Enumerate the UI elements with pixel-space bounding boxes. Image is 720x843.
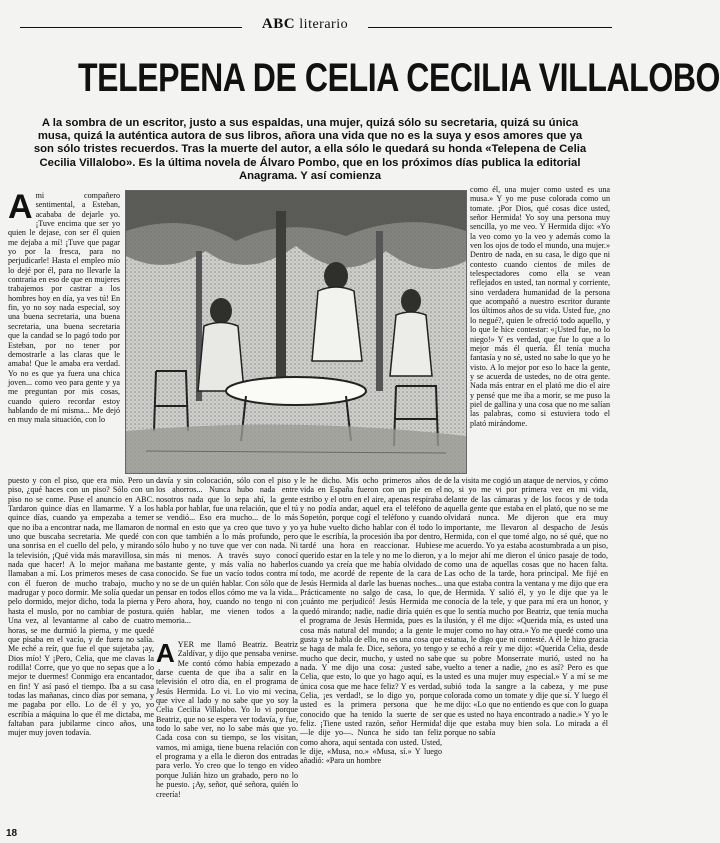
section-title bbox=[246, 16, 364, 33]
column-text: davía y sin colocación, sólo con el piso y los ahorros... Nunca hubo nada entre nosotros nada que lo sepa ahí, la gente habla por hablar, fue una relación, que el tú se vendió... Eso era mucho... de lo más normal en esto que ya creo que tuvo y yo con que también a lo más profundo, pero sólo hubo y no tuve que ver con nada. Ni más ni menos. A través suyo conocí bastante gente, y más valía no haberlos conocido. Se fue un vacío todos contra mí y no se de un quién hablar. Con sólo que de pensar en todos ellos cómo me va la vida... Pero ahora, hoy, cuando no tengo ni con quién hablar, me vienen todos a la memoria... bbox=[156, 476, 298, 626]
article-column-1 bbox=[8, 188, 120, 473]
header-rule-left bbox=[20, 27, 242, 28]
section-header bbox=[20, 14, 612, 42]
column-text: YER me llamó Beatriz. Beatriz Zaldívar, y dijo que pensaba venirse. Me contó cómo había empezado a darse cuenta de que iba a salir en la televisión el otro día, en el programa de Jesús Hermida. Lo vi. Lo vio mi vecina, que vive al lado y no sabe que yo soy la Celia Cecilia Villalobo. Yo lo vi porque Beatriz, que no se espera ver todavía, y fue, todo lo sabe ver, no lo sabe más que yo. Cada cosa con su tiempo, se los visitan, vamos, mi amiga, tiene buena relación con el programa y a ella le dieron dos entradas para verlo. Yo creo que lo tengo en vídeo porque Julián hizo un grabado, pero no lo he puesto. ¡Ay, señor, qué señora, quién lo creería! bbox=[156, 640, 298, 799]
section-abc: ABC bbox=[261, 16, 296, 32]
article-column-6 bbox=[470, 185, 610, 475]
article-photo bbox=[125, 190, 467, 474]
drop-cap: A bbox=[156, 638, 175, 668]
article-column-3b bbox=[156, 640, 298, 826]
column-text: como él, una mujer como usted es una musa.» Y yo me puse colorada como un tomate. ¡Por Dios, qué cosas dice usted, señor Hermida! Yo soy una persona muy sencilla, yo me veo. Y Hermida dijo: «Yo la veo como yo la veo y además como la ven los ojos de todo el mundo, una mujer.» Dentro de nada, en su casa, le digo que ni contesto cuando cientos de miles de telespectadores como ella se vean reflejados en usted, tan normal y corriente, sino verdadera humanidad de la persona que acompañó a nuestro escritor durante los últimos años de su vida. Usted fue, ¿no lo negué?, quien le ofreció todo aquello, y lo que le hice contestar: «¡Usted fue, no lo niego!» Y es verdad, que fue lo que a lo mejor más él quería. Él tenía mucha fantasía y no sé, usted no sabe lo que yo he visto. A lo mejor por eso lo hace la gente, y se acuerda de ustedes, no de otra gente. Nada más entrar en el plató me dio el aire y pensé que me iba a morir, se me puso la piel de gallina y una cosa que no me salían las palabras, como si estuviera todo el plató mirándome. bbox=[470, 185, 610, 428]
column-text: le he dicho. Mis ocho primeros años de vida en España fueron con un pie en el estribo y el otro en el aire, apenas respiraba y no podía andar, aquel era el teléfono de Sopetón, porque cogí el teléfono y cuando ya hube vuelto dicho hablar con él todo lo que le escribía, la procesión iba por dentro, tardé una hora en reaccionar. Hubiese querido estar en la tele y no me lo dieron, y cuando ya creía que me había olvidado de todo, me acordé de repente de la cara de Jesús Hermida al darle las buenas noches... Prácticamente no salgo de casa, lo que, ¡cuánto me perjudicó! Jesús Hermida me quedó mirando; nadie, nadie diría quién es el programa de Jesús Hermida, pues es la cosa más natural del mundo; a la gente le gusta y se habla de ello, no es una cosa que se haga de mala fe. Dice, señora, yo tengo mucho que decir, mucho, y usted no sabe nada. Y me dijo una cosa: ¿usted sabe, Celia, que esto, lo que yo hago aquí, es la única cosa que me hace feliz? Y es verdad, Celia, ¡es verdad!, se lo digo yo, porque usted es la primera persona que he conocido que ha tenido la suerte de ser feliz. ¡Tiene usted razón, señor Hermida! —le dije yo—. Nunca he sido tan feliz como ahora, aquí sentada con usted. Usted, le dije, «Musa, no.» «Musa, sí.» Y luego añadió: «Para un hombre bbox=[300, 476, 442, 766]
column-text: mi compañero sentimental, a Esteban, acababa de dejarle yo. ¡Tuve encima que ser yo quien le dejase, con ser él quien me dejaba a mí! ¡Tuve que pagar yo por la fresca, para no perjudicarle! Hasta el empleo mío lo dejé por él, para no llevarle la contraria en eso de que en mujeres trabajemos por castrar a los hombres hoy en día, ya ves tú! En fin, yo no soy nada especial, soy una buena secretaria, una buena secretaria, una buena secretaria que la candad se lo pagó todo por Esteban, por no tener por demostrarle a las claras que le amaba! Que le amaba era verdad. Yo no es que ya fuera una chica joven... como veo para gente y ya me preguntan por mis cosas, cuando quiero recordar estoy hablando de mí misma... Me dejó en muy mala situación, con lo bbox=[8, 191, 120, 425]
drop-cap: A bbox=[8, 188, 33, 226]
column-text: puesto y con el piso, que era mío. Pero un piso, ¿qué haces con un piso? Sólo con un piso no se come. Puse el anuncio en ABC. Tardaron quince días en llamarme. Y a los quince días, cuando ya empezaba a temer que no iba a encontrar nada, me llamaron de uno que buscaba secretaria. Me quedé con una sonrisa en el cuello del pelo, y mirando la televisión, ¡Qué vida más maravillosa, sin nada que hacer! A lo mejor mañana me llamaban a mí. Los primeros meses de casa con él fueron de mucho trabajo, mucho madrugar y poco dormir. Me solía quedar un pelo dormido, mejor dicho, toda la pierna y hasta el muslo, por no cambiar de postura. Una vez, al levantarme al cabo de cuatro horas, se me durmió la pierna, y me quedé que pisaba en el vacío, y de fuera no salía. Me eché a reír, que fue el que sujetaba ¡ay, Dios mío! Y ¡Pero, Celia, que me clavas la rodilla! Corre, que yo que no sepas que a lo mejor te duermes! Conmigo era encantador, en fin! Y así pasó el tiempo. Iba a su casa todas las mañanas, cinco días por semana, y me pagaba por ello. Lo de él y yo, yo escribía a máquina lo que él me dictaba, me faltaban para jubilarme cinco años, una mujer muy joven todavía. bbox=[8, 476, 154, 738]
article-column-5 bbox=[444, 476, 608, 826]
header-rule-right bbox=[368, 27, 612, 28]
page-number: 18 bbox=[6, 828, 18, 839]
article-column-4 bbox=[300, 476, 442, 826]
article-column-2 bbox=[8, 476, 154, 826]
section-literario: literario bbox=[299, 17, 349, 32]
article-column-3 bbox=[156, 476, 298, 636]
headline: TELEPENA DE CELIA CECILIA VILLALOBO bbox=[78, 56, 720, 100]
lede: A la sombra de un escritor, justo a sus espaldas, una mujer, quizá sólo su secretaria, quizá su única musa, quizá la auténtica autora de sus libros, añora una vida que no es la suya y esos amores que ya son sólo tristes recuerdos. Tras la muerte del autor, a ella sólo le quedará su honda «Telepena de Celia Cecilia Villalobo». Es la última novela de Álvaro Pombo, que en los próximos días publica la editorial Anagrama. Y así comienza bbox=[33, 117, 587, 182]
photo-illustration-icon bbox=[126, 191, 466, 473]
column-text: de la visita me cogió un ataque de nervios, y cómo no, si yo me vi por primera vez en mi vida, delante de las cámaras y de los focos y de toda aquella gente que estaba en el plató, que no se me olvidará nunca. Me dijeron que era muy importante, me llevaron al despacho de Jesús Hermida, con el que tomé algo, no sé qué, que no me acuerdo. Yo ya estaba acostumbrada a un piso, a lo mejor ahí me dieron el único pasaje de todo, como una de aquellas cosas que no hacen falta. Las ocho de la tarde, hora principal. Me fijé en una que estaba contra la ventana y me dijo que era de Hermida. Y salió él, y yo le dije que ya le conocía de la tele, y que para mí era un honor, y que lo sentía mucho por Beatriz, que tenía mucha ilusión, y él me dijo: «Querida mía, es usted una mujer como no hay otra.» Yo me quedé como una estatua, le digo que ni contesté. A él le hizo gracia y se echó a reír y me dijo: «Querida Celia, desde que su pobre Monserrate murió, usted no ha vuelto a tener a nadie, ¿no es así? Pero es que usted es una mujer muy especial.» Y a mí se me subió toda la sangre a la cabeza, y me puse colorada como un tomate y dije que sí. Y luego él me dijo: «Lo que no entiendo es que con lo guapa que es usted no haya encontrado a nadie.» Y yo le dije que estaba muy bien sola. Lo mirada a él porque no sabía bbox=[444, 476, 608, 738]
